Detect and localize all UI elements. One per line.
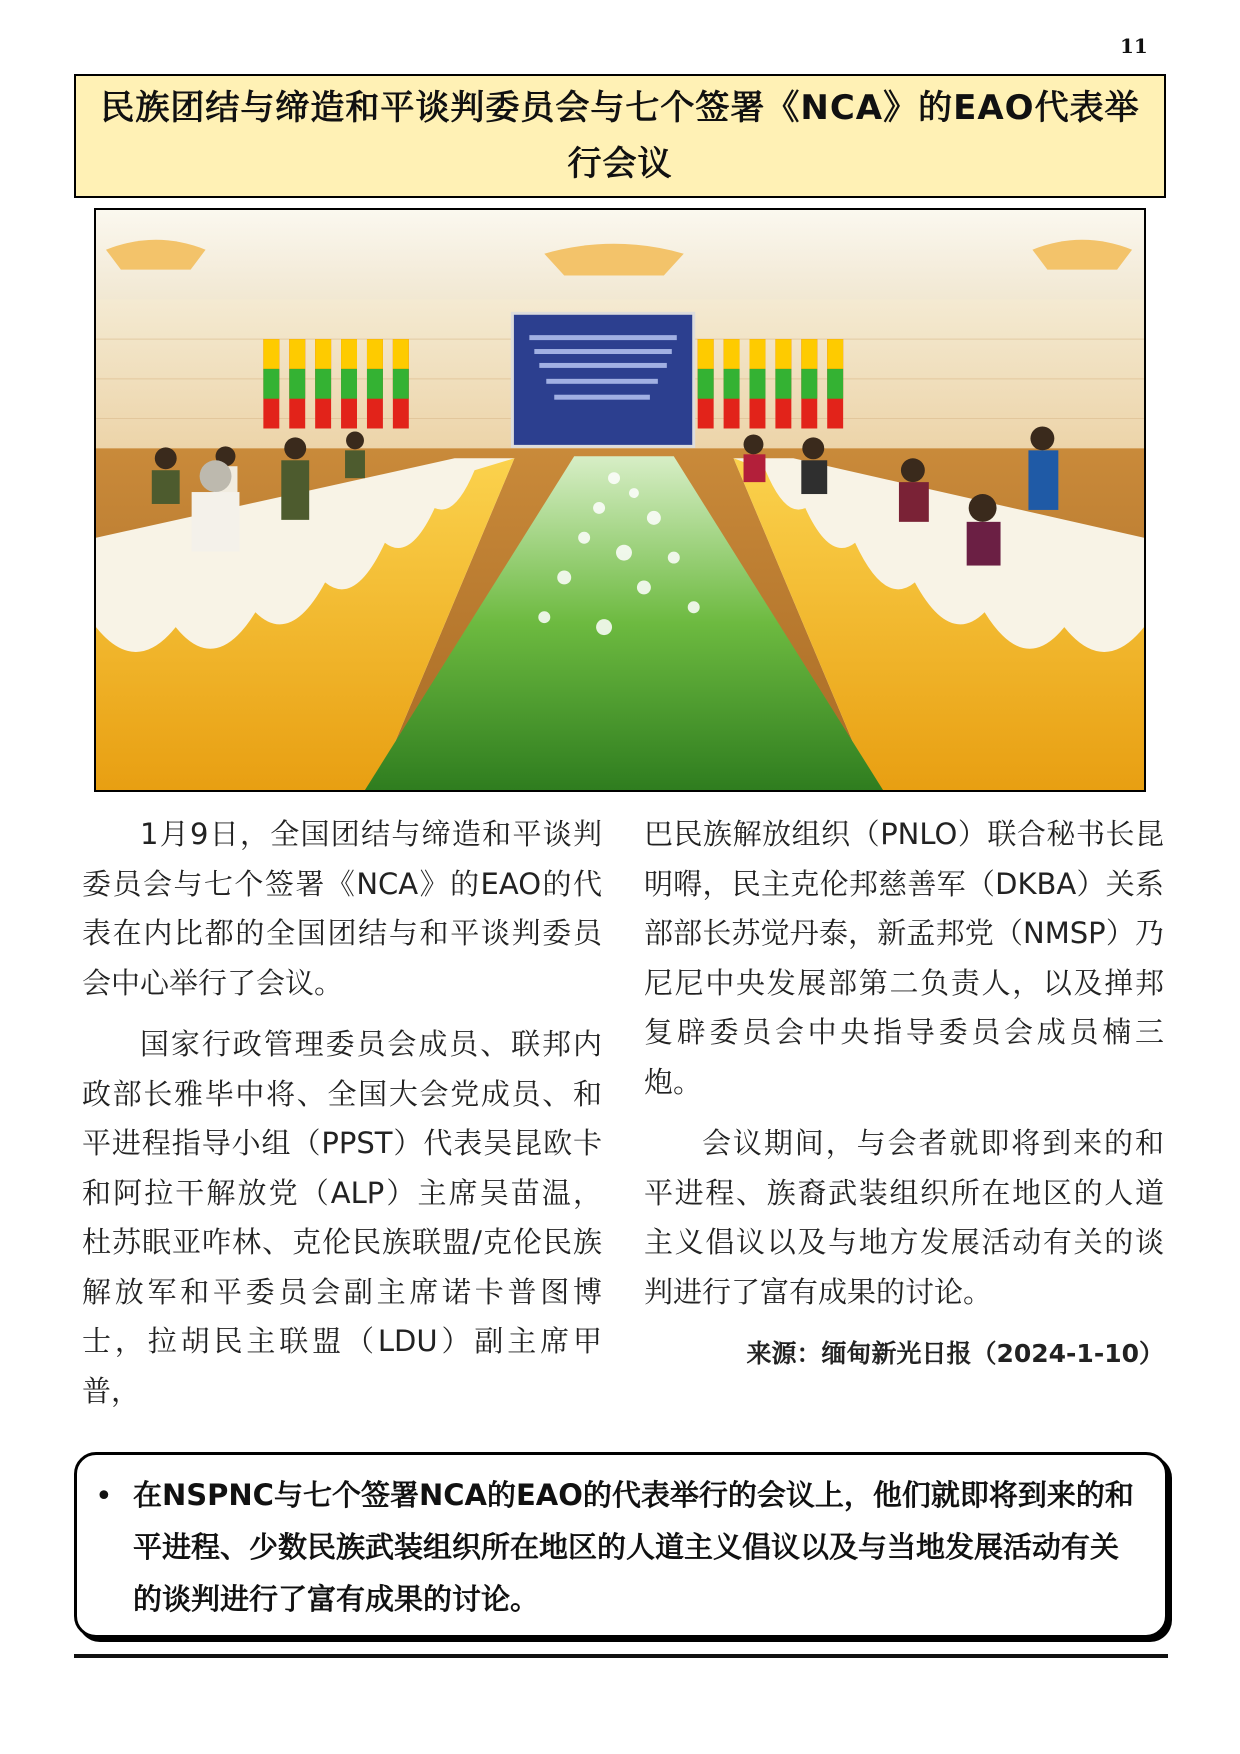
bullet-icon: • (95, 1479, 113, 1514)
meeting-photo-illustration (96, 210, 1144, 790)
column-right (644, 810, 1164, 1379)
summary-box (74, 1452, 1168, 1638)
paragraph: 巴民族解放组织（PNLO）联合秘书长昆明嘚，民主克伦邦慈善军（DKBA）关系部部长苏觉丹泰，新孟邦党（NMSP）乃尼尼中央发展部第二负责人，以及掸邦复辟委员会中央指导委员会成员楠三炮。 (644, 817, 1164, 1099)
summary-text: 在NSPNC与七个签署NCA的EAO的代表举行的会议上，他们就即将到来的和平进程、少数民族武装组织所在地区的人道主义倡议以及与当地发展活动有关的谈判进行了富有成果的讨论。 (133, 1478, 1134, 1616)
article-body (82, 810, 1166, 1430)
paragraph: 会议期间，与会者就即将到来的和平进程、族裔武装组织所在地区的人道主义倡议以及与地方发展活动有关的谈判进行了富有成果的讨论。 (644, 1126, 1164, 1309)
meeting-photo (94, 208, 1146, 792)
bottom-rule (74, 1654, 1168, 1658)
source-credit: 来源：缅甸新光日报（2024-1-10） (746, 1339, 1164, 1368)
column-left (82, 810, 602, 1428)
paragraph: 1月9日，全国团结与缔造和平谈判委员会与七个签署《NCA》的EAO的代表在内比都的全国团结与和平谈判委员会中心举行了会议。 (82, 817, 602, 1000)
page-number: 11 (1120, 34, 1148, 58)
article-title: 民族团结与缔造和平谈判委员会与七个签署《NCA》的EAO代表举行会议 (100, 88, 1140, 184)
title-box (74, 74, 1166, 198)
paragraph: 国家行政管理委员会成员、联邦内政部长雅毕中将、全国大会党成员、和平进程指导小组（PPST）代表吴昆欧卡和阿拉干解放党（ALP）主席吴苗温， 杜苏眠亚咋林、克伦民族联盟/克伦民族解放军和平委员会副主席诺卡普图博士，拉胡民主联盟（LDU）副主席甲普， (82, 1027, 602, 1408)
